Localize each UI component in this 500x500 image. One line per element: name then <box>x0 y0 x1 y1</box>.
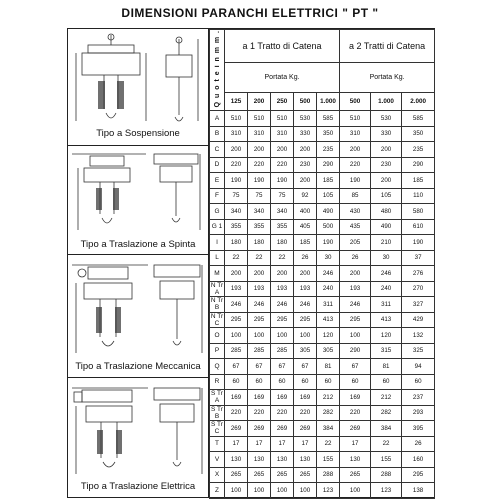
dimension-value: 510 <box>225 111 248 127</box>
dimension-value: 180 <box>225 235 248 251</box>
dimension-sheet <box>67 28 435 498</box>
capacity-cell: 2.000 <box>402 93 435 111</box>
dimension-value: 30 <box>371 250 402 266</box>
dimension-value: 295 <box>402 467 435 483</box>
dimension-value: 530 <box>294 111 317 127</box>
table-row <box>210 312 435 328</box>
dimension-value: 120 <box>371 328 402 344</box>
dimension-value: 200 <box>248 142 271 158</box>
dimension-value: 200 <box>294 142 317 158</box>
dimension-value: 205 <box>340 235 371 251</box>
table-row <box>210 188 435 204</box>
dimension-value: 169 <box>340 390 371 406</box>
dimension-value: 130 <box>340 452 371 468</box>
dimension-value: 180 <box>271 235 294 251</box>
dimension-value: 200 <box>371 142 402 158</box>
table-row <box>210 157 435 173</box>
quote-letter: T <box>210 436 225 452</box>
dimension-value: 180 <box>248 235 271 251</box>
dimension-value: 193 <box>294 281 317 297</box>
dimension-value: 220 <box>248 157 271 173</box>
push-trolley-hoist-drawing <box>70 148 206 238</box>
dimension-value: 190 <box>225 173 248 189</box>
dimension-value: 246 <box>340 297 371 313</box>
dimension-value: 100 <box>248 483 271 499</box>
table-row <box>210 405 435 421</box>
dimension-value: 310 <box>340 126 371 142</box>
dimension-value: 310 <box>225 126 248 142</box>
dimension-value: 26 <box>402 436 435 452</box>
dimensions-table <box>209 29 435 499</box>
quote-letter: B <box>210 126 225 142</box>
dimension-value: 37 <box>402 250 435 266</box>
dimension-value: 246 <box>225 297 248 313</box>
dimension-value: 193 <box>248 281 271 297</box>
quote-letter: Q <box>210 359 225 375</box>
table-row <box>210 374 435 390</box>
dimension-value: 220 <box>271 157 294 173</box>
dimension-value: 295 <box>294 312 317 328</box>
electric-trolley-hoist-drawing <box>70 380 206 480</box>
dimension-value: 212 <box>371 390 402 406</box>
quote-letter: E <box>210 173 225 189</box>
dimension-value: 530 <box>371 111 402 127</box>
dimension-value: 60 <box>340 374 371 390</box>
table-row <box>210 250 435 266</box>
dimension-value: 200 <box>225 266 248 282</box>
dimension-value: 311 <box>371 297 402 313</box>
dimension-value: 212 <box>317 390 340 406</box>
dimension-value: 295 <box>271 312 294 328</box>
dimension-value: 295 <box>225 312 248 328</box>
dimension-value: 265 <box>225 467 248 483</box>
dimension-value: 100 <box>248 328 271 344</box>
dimension-value: 81 <box>317 359 340 375</box>
dimension-value: 100 <box>225 483 248 499</box>
dimension-value: 155 <box>371 452 402 468</box>
dimension-value: 340 <box>271 204 294 220</box>
table-row <box>210 281 435 297</box>
table-row <box>210 421 435 437</box>
dimension-value: 138 <box>402 483 435 499</box>
panel-label: Tipo a Traslazione a Spinta <box>80 239 196 250</box>
dimension-value: 190 <box>340 173 371 189</box>
dimension-value: 75 <box>271 188 294 204</box>
dimension-value: 295 <box>340 312 371 328</box>
dimension-value: 235 <box>402 142 435 158</box>
dimension-value: 395 <box>402 421 435 437</box>
quote-letter: F <box>210 188 225 204</box>
dimension-value: 81 <box>371 359 402 375</box>
dimension-value: 67 <box>294 359 317 375</box>
dimension-value: 305 <box>294 343 317 359</box>
dimension-value: 67 <box>248 359 271 375</box>
quote-letter: D <box>210 157 225 173</box>
quote-letter: N Tr B <box>210 297 224 312</box>
dimension-value: 30 <box>317 250 340 266</box>
panel-label: Tipo a Traslazione Elettrica <box>80 481 196 492</box>
dimension-value: 67 <box>271 359 294 375</box>
quote-letter: G <box>210 204 225 220</box>
dimension-value: 490 <box>317 204 340 220</box>
capacity-cell: 1.000 <box>371 93 402 111</box>
quote-header: Q u o t e i n m m . <box>210 30 225 111</box>
table-row <box>210 483 435 499</box>
quote-letter: Z <box>210 483 225 499</box>
dimension-value: 105 <box>371 188 402 204</box>
drawings-column <box>68 29 209 497</box>
dimension-value: 60 <box>402 374 435 390</box>
dimension-value: 22 <box>371 436 402 452</box>
capacity-cell: 250 <box>271 93 294 111</box>
geared-trolley-hoist-drawing <box>70 257 206 361</box>
dimension-value: 200 <box>294 173 317 189</box>
dimension-value: 123 <box>317 483 340 499</box>
dimension-value: 200 <box>271 266 294 282</box>
dimension-value: 282 <box>371 405 402 421</box>
dimension-value: 193 <box>225 281 248 297</box>
table-row <box>210 142 435 158</box>
dimension-value: 230 <box>294 157 317 173</box>
dimension-value: 100 <box>225 328 248 344</box>
table-row <box>210 219 435 235</box>
dimension-value: 169 <box>225 390 248 406</box>
dimension-value: 330 <box>294 126 317 142</box>
capacity-cell: 500 <box>340 93 371 111</box>
dimension-value: 246 <box>294 297 317 313</box>
table-row <box>210 467 435 483</box>
table-row <box>210 235 435 251</box>
table-row <box>210 173 435 189</box>
dimension-value: 290 <box>317 157 340 173</box>
dimension-value: 246 <box>248 297 271 313</box>
dimension-value: 220 <box>225 157 248 173</box>
dimension-value: 100 <box>294 328 317 344</box>
dimension-value: 185 <box>294 235 317 251</box>
dimension-value: 237 <box>402 390 435 406</box>
panel-geared-trolley <box>68 255 208 378</box>
dimension-value: 340 <box>248 204 271 220</box>
dimension-value: 130 <box>225 452 248 468</box>
dimension-value: 285 <box>248 343 271 359</box>
dimension-value: 123 <box>371 483 402 499</box>
quote-letter: R <box>210 374 225 390</box>
dimension-value: 230 <box>371 157 402 173</box>
dimension-value: 94 <box>402 359 435 375</box>
dimension-value: 190 <box>248 173 271 189</box>
capacity-cell: 200 <box>248 93 271 111</box>
table-row <box>210 436 435 452</box>
dimension-value: 60 <box>371 374 402 390</box>
dimension-value: 220 <box>225 405 248 421</box>
dimension-value: 288 <box>317 467 340 483</box>
dimension-value: 430 <box>340 204 371 220</box>
dimension-value: 510 <box>248 111 271 127</box>
dimension-value: 413 <box>371 312 402 328</box>
capacity-header: Portata Kg. <box>340 63 435 93</box>
quote-letter: S Tr B <box>211 405 223 420</box>
table-row <box>210 328 435 344</box>
dimension-value: 400 <box>294 204 317 220</box>
dimension-value: 22 <box>248 250 271 266</box>
dimension-value: 585 <box>317 111 340 127</box>
dimension-value: 265 <box>271 467 294 483</box>
dimension-value: 405 <box>294 219 317 235</box>
dimension-value: 67 <box>340 359 371 375</box>
dimension-value: 100 <box>340 483 371 499</box>
dimension-value: 100 <box>271 328 294 344</box>
dimension-value: 350 <box>317 126 340 142</box>
dimension-value: 160 <box>402 452 435 468</box>
panel-label: Tipo a Sospensione <box>96 128 180 139</box>
dimension-value: 17 <box>294 436 317 452</box>
quote-letter: S Tr A <box>211 390 223 405</box>
dimension-value: 235 <box>317 142 340 158</box>
dimension-value: 310 <box>248 126 271 142</box>
table-row <box>210 297 435 313</box>
dimension-value: 220 <box>271 405 294 421</box>
dimension-value: 276 <box>402 266 435 282</box>
quote-letter: L <box>210 250 225 266</box>
dimension-value: 110 <box>402 188 435 204</box>
table-row <box>210 343 435 359</box>
dimension-value: 100 <box>271 483 294 499</box>
dimension-value: 190 <box>402 235 435 251</box>
quote-letter: X <box>210 467 225 483</box>
dimension-value: 269 <box>340 421 371 437</box>
dimension-value: 265 <box>294 467 317 483</box>
dimension-value: 270 <box>402 281 435 297</box>
dimension-value: 130 <box>271 452 294 468</box>
dimension-value: 200 <box>340 142 371 158</box>
dimension-value: 193 <box>340 281 371 297</box>
dimension-value: 132 <box>402 328 435 344</box>
suspension-hoist-drawing <box>70 31 206 131</box>
capacity-row <box>210 93 435 111</box>
dimension-value: 92 <box>294 188 317 204</box>
dimension-value: 355 <box>225 219 248 235</box>
capacity-cell: 125 <box>225 93 248 111</box>
dimension-value: 200 <box>225 142 248 158</box>
dimension-value: 246 <box>271 297 294 313</box>
dimension-value: 75 <box>248 188 271 204</box>
dimension-value: 246 <box>317 266 340 282</box>
dimension-value: 240 <box>371 281 402 297</box>
dimension-value: 310 <box>271 126 294 142</box>
quote-letter: C <box>210 142 225 158</box>
dimension-value: 120 <box>317 328 340 344</box>
dimension-value: 155 <box>317 452 340 468</box>
dimension-value: 60 <box>225 374 248 390</box>
panel-electric-trolley <box>68 378 208 497</box>
dimension-value: 17 <box>225 436 248 452</box>
dimension-value: 246 <box>371 266 402 282</box>
dimension-value: 185 <box>402 173 435 189</box>
table-row <box>210 204 435 220</box>
table-row <box>210 111 435 127</box>
dimension-value: 17 <box>340 436 371 452</box>
dimension-value: 240 <box>317 281 340 297</box>
quote-letter: M <box>210 266 225 282</box>
dimension-value: 269 <box>248 421 271 437</box>
dimension-value: 265 <box>248 467 271 483</box>
dimension-value: 190 <box>317 235 340 251</box>
dimension-value: 185 <box>317 173 340 189</box>
dimension-value: 220 <box>340 157 371 173</box>
dimension-value: 327 <box>402 297 435 313</box>
dimension-value: 265 <box>340 467 371 483</box>
dimension-value: 169 <box>248 390 271 406</box>
dimension-value: 17 <box>248 436 271 452</box>
dimension-value: 325 <box>402 343 435 359</box>
dimension-value: 26 <box>294 250 317 266</box>
dimension-value: 200 <box>248 266 271 282</box>
dimension-value: 60 <box>248 374 271 390</box>
dimension-value: 60 <box>294 374 317 390</box>
dimension-value: 169 <box>294 390 317 406</box>
dimension-value: 500 <box>317 219 340 235</box>
dimension-value: 75 <box>225 188 248 204</box>
dimension-value: 130 <box>294 452 317 468</box>
dimension-value: 220 <box>340 405 371 421</box>
quote-letter: I <box>210 235 225 251</box>
dimension-value: 610 <box>402 219 435 235</box>
dimension-value: 413 <box>317 312 340 328</box>
quote-letter: N Tr A <box>210 281 224 296</box>
dimension-value: 220 <box>248 405 271 421</box>
dimensions-body <box>210 111 435 499</box>
dimension-value: 290 <box>402 157 435 173</box>
capacity-cell: 1.000 <box>317 93 340 111</box>
table-row <box>210 266 435 282</box>
dimension-value: 384 <box>371 421 402 437</box>
quote-letter: A <box>210 111 225 127</box>
dimension-value: 100 <box>340 328 371 344</box>
dimension-value: 295 <box>248 312 271 328</box>
table-row <box>210 359 435 375</box>
dimension-value: 130 <box>248 452 271 468</box>
dimension-value: 315 <box>371 343 402 359</box>
dimension-value: 510 <box>340 111 371 127</box>
dimension-value: 350 <box>402 126 435 142</box>
dimension-value: 480 <box>371 204 402 220</box>
quote-letter: P <box>210 343 225 359</box>
dimension-value: 355 <box>271 219 294 235</box>
dimension-value: 510 <box>271 111 294 127</box>
dimension-value: 585 <box>402 111 435 127</box>
dimension-value: 285 <box>271 343 294 359</box>
quote-letter: G 1 <box>210 219 225 235</box>
quote-letter: S Tr C <box>211 421 223 436</box>
dimension-value: 288 <box>371 467 402 483</box>
dimension-value: 305 <box>317 343 340 359</box>
dimension-value: 429 <box>402 312 435 328</box>
dimension-value: 435 <box>340 219 371 235</box>
dimension-value: 490 <box>371 219 402 235</box>
table-row <box>210 126 435 142</box>
dimension-value: 220 <box>294 405 317 421</box>
group-header-single-chain: a 1 Tratto di Catena <box>225 30 340 63</box>
dimension-value: 311 <box>317 297 340 313</box>
dimension-value: 60 <box>317 374 340 390</box>
dimension-value: 193 <box>271 281 294 297</box>
dimension-value: 384 <box>317 421 340 437</box>
dimension-value: 200 <box>271 142 294 158</box>
dimension-value: 105 <box>317 188 340 204</box>
dimension-value: 580 <box>402 204 435 220</box>
group-header-double-chain: a 2 Tratti di Catena <box>340 30 435 63</box>
dimension-value: 85 <box>340 188 371 204</box>
panel-push-trolley <box>68 146 208 255</box>
quote-letter: V <box>210 452 225 468</box>
dimension-value: 269 <box>225 421 248 437</box>
dimension-value: 17 <box>271 436 294 452</box>
capacity-cell: 500 <box>294 93 317 111</box>
dimension-value: 26 <box>340 250 371 266</box>
dimension-value: 340 <box>225 204 248 220</box>
dimension-value: 269 <box>271 421 294 437</box>
panel-suspension <box>68 29 208 146</box>
dimension-value: 22 <box>271 250 294 266</box>
panel-label: Tipo a Traslazione Meccanica <box>75 361 201 372</box>
dimension-value: 60 <box>271 374 294 390</box>
dimension-value: 200 <box>340 266 371 282</box>
dimension-value: 200 <box>371 173 402 189</box>
dimension-value: 330 <box>371 126 402 142</box>
dimension-value: 190 <box>271 173 294 189</box>
dimension-value: 355 <box>248 219 271 235</box>
dimension-value: 290 <box>340 343 371 359</box>
dimension-value: 293 <box>402 405 435 421</box>
dimension-value: 285 <box>225 343 248 359</box>
dimension-value: 22 <box>225 250 248 266</box>
quote-letter: O <box>210 328 225 344</box>
table-row <box>210 452 435 468</box>
dimension-value: 200 <box>294 266 317 282</box>
dimension-value: 169 <box>271 390 294 406</box>
dimension-value: 282 <box>317 405 340 421</box>
table-row <box>210 390 435 406</box>
capacity-header: Portata Kg. <box>225 63 340 93</box>
dimension-value: 100 <box>294 483 317 499</box>
dimension-value: 269 <box>294 421 317 437</box>
dimension-value: 22 <box>317 436 340 452</box>
quote-letter: N Tr C <box>210 312 224 327</box>
dimension-value: 210 <box>371 235 402 251</box>
page-title: DIMENSIONI PARANCHI ELETTRICI " PT " <box>121 6 379 20</box>
dimension-value: 67 <box>225 359 248 375</box>
